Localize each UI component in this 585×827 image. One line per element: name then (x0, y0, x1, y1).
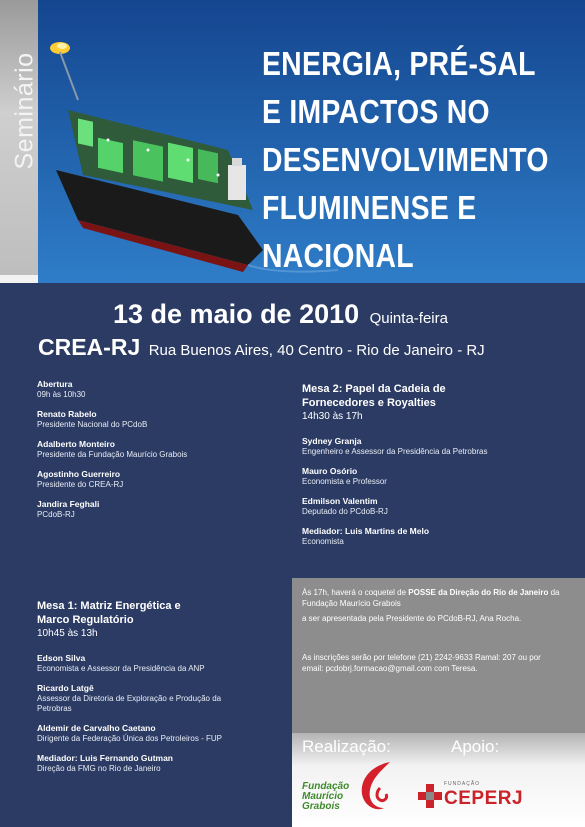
mesa2-title-line: Mesa 2: Papel da Cadeia de (302, 383, 446, 395)
abertura-time: 09h às 10h30 (37, 390, 86, 399)
mesa1-title (37, 599, 287, 627)
mesa2-title-line: Fornecedores e Royalties (302, 397, 436, 409)
speaker-name: Mauro Osório (302, 466, 358, 476)
title-line: DESENVOLVIMENTO (262, 141, 549, 178)
info-text (302, 587, 582, 674)
date-weekday: Quinta-feira (369, 310, 448, 327)
speaker-role: Engenheiro e Assessor da Presidência da Petrobras (302, 447, 488, 456)
fmg-logo-text (302, 782, 349, 812)
abertura-title: Abertura (37, 379, 73, 389)
fmg-line: Fundação (302, 781, 350, 792)
venue-address: Rua Buenos Aires, 40 Centro - Rio de Janeiro - RJ (148, 342, 485, 359)
mesa2-time: 14h30 às 17h (302, 411, 363, 422)
speaker (37, 439, 277, 460)
speaker (37, 409, 277, 430)
speaker-name: Mediador: Luis Martins de Melo (302, 526, 430, 536)
venue-name: CREA-RJ (38, 334, 141, 360)
event-title (262, 40, 549, 280)
fmg-line: Grabois (302, 801, 340, 812)
speaker-role: Presidente do CREA-RJ (37, 480, 124, 489)
side-strip-base (0, 275, 38, 283)
ceperj-logo-icon (418, 784, 442, 808)
speaker-role: Dirigente da Federação Única dos Petroleiros - FUP (37, 734, 222, 743)
speaker-role: Presidente Nacional do PCdoB (37, 420, 148, 429)
event-venue (38, 334, 485, 361)
title-line: NACIONAL (262, 237, 414, 274)
speaker (37, 469, 277, 490)
speaker-name: Aldemir de Carvalho Caetano (37, 723, 156, 733)
speaker-name: Edson Silva (37, 653, 86, 663)
speaker-role: PCdoB-RJ (37, 510, 75, 519)
title-line: E IMPACTOS NO (262, 93, 490, 130)
apoio-label: Apoio: (451, 737, 500, 756)
ceperj-subtitle: FUNDAÇÃO (444, 781, 481, 787)
speaker-name: Mediador: Luis Fernando Gutman (37, 753, 174, 763)
speaker (37, 683, 287, 714)
mesa1-title-line: Marco Regulatório (37, 614, 134, 626)
speaker-role: Direção da FMG no Rio de Janeiro (37, 764, 161, 773)
speaker-name: Edmilson Valentim (302, 496, 378, 506)
fmg-line: Maurício (302, 791, 344, 802)
mesa1-time: 10h45 às 13h (37, 628, 98, 639)
speaker (302, 496, 572, 517)
speaker-name: Jandira Feghali (37, 499, 100, 509)
ceperj-name: CEPERJ (444, 788, 524, 809)
speaker (37, 723, 287, 744)
speaker (37, 653, 287, 674)
mesa2-section (302, 382, 572, 556)
seminar-label: Seminário (10, 52, 39, 170)
reception-notice (302, 587, 582, 609)
speaker (302, 466, 572, 487)
speaker (302, 526, 572, 547)
title-line: ENERGIA, PRÉ-SAL (262, 45, 536, 82)
speaker (302, 436, 572, 457)
presenter-notice: a ser apresentada pela Presidente do PCdoB-RJ, Ana Rocha. (302, 614, 522, 623)
speaker-role: Economista e Assessor da Presidência da ANP (37, 664, 205, 673)
notice-text: da Fundação Maurício Grabois (302, 588, 560, 608)
realizacao-label: Realização: (302, 737, 391, 756)
speaker-name: Adalberto Monteiro (37, 439, 115, 449)
speaker (37, 499, 277, 520)
speaker-name: Ricardo Latgê (37, 683, 94, 693)
event-date (113, 299, 448, 330)
notice-highlight: POSSE da Direção do Rio de Janeiro (408, 588, 549, 597)
mesa1-title-line: Mesa 1: Matriz Energética e (37, 600, 181, 612)
speaker (37, 753, 287, 774)
speaker-name: Renato Rabelo (37, 409, 97, 419)
speaker-role: Deputado do PCdoB-RJ (302, 507, 388, 516)
speaker-name: Agostinho Guerreiro (37, 469, 121, 479)
notice-text: Às 17h, haverá o coquetel de (302, 588, 409, 597)
registration-notice: As inscrições serão por telefone (21) 2242-9633 Ramal: 207 ou por email: pcdobrj.formacao@gmail.com com Teresa. (302, 653, 541, 673)
speaker-role: Economista e Professor (302, 477, 387, 486)
mesa1-section (37, 599, 287, 783)
abertura-section (37, 379, 277, 529)
speaker-role: Assessor da Diretoria de Exploração e Produção da Petrobras (37, 694, 222, 713)
speaker-name: Sydney Granja (302, 436, 362, 446)
speaker-role: Presidente da Fundação Maurício Grabois (37, 450, 188, 459)
date-main: 13 de maio de 2010 (113, 299, 360, 329)
fmg-logo-icon (350, 758, 400, 816)
speaker-role: Economista (302, 537, 344, 546)
mesa2-title (302, 382, 572, 410)
title-line: FLUMINENSE E (262, 189, 477, 226)
